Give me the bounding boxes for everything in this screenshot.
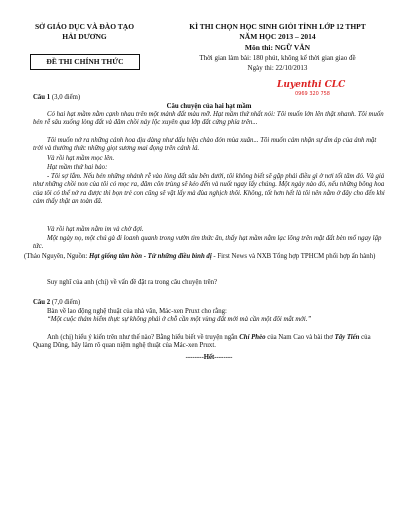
story-paragraph-4: Hạt mầm thứ hai bảo:	[47, 164, 108, 171]
subject-label: Môn thi: NGỮ VĂN	[244, 43, 311, 52]
exam-date: Ngày thi: 22/10/2013	[247, 64, 308, 72]
story-paragraph-5: - Tôi sợ lắm. Nếu bén những nhánh rễ vào lòng đất sâu bên dưới, tôi không biết sẽ gặp phải điều gì ở nơi tối tăm đó. Và giả như những chồi non của tôi có mọc ra, đâm côn trùng sẽ kéo đến và nuốt ngay lấy chúng. Một ngày nào đó, nếu những bông hoa của tôi có thể nở ra được thì bọn trẻ con cũng sẽ vặt lấy mà đùa nghịch thôi. Không, tốt hơn hết là tôi nên nằm ở đây cho đến khi cảm thấy thật an toàn đã.	[33, 173, 385, 206]
task-prefix: Anh (chị) hiểu ý kiến trên như thế nào? Bằng hiểu biết về truyện ngắn	[47, 334, 240, 341]
watermark-phone: 0969 320 758	[295, 91, 330, 97]
end-marker: --------Hết--------	[185, 354, 233, 361]
source-prefix: (Thảo Nguyên, Nguồn:	[24, 253, 89, 260]
story-title: Câu chuyện của hai hạt mầm	[166, 103, 252, 110]
question-2-quote: “Một cuộc thám hiểm thực sự không phải ở chỗ cần một vùng đất mới mà cần một đôi mắt mới.”	[47, 316, 312, 323]
time-allowed: Thời gian làm bài: 180 phút, không kể thời gian giao đề	[199, 54, 356, 62]
question-2-score: (7,0 điểm)	[50, 299, 81, 306]
story-source	[24, 253, 385, 261]
question-2-task	[33, 334, 385, 351]
question-2-heading	[33, 298, 80, 307]
question-2-label: Câu 2	[33, 299, 51, 306]
school-year: NĂM HỌC 2013 – 2014	[239, 32, 316, 41]
department-province: HẢI DƯƠNG	[62, 32, 107, 41]
watermark-name: Luyenthi CLC	[277, 80, 346, 90]
question-2-intro: Bàn về lao động nghệ thuật của nhà văn, Mác-xen Pruxt cho rằng:	[47, 308, 227, 315]
source-suffix: - First News và NXB Tổng hợp TPHCM phối hợp ấn hành)	[211, 253, 376, 260]
department-name: SỞ GIÁO DỤC VÀ ĐÀO TẠO	[34, 22, 135, 31]
question-1-heading	[33, 93, 80, 102]
question-1-score: (3,0 điểm)	[50, 94, 81, 101]
story-paragraph-3: Và rồi hạt mầm mọc lên.	[47, 155, 115, 162]
story-paragraph-6: Và rồi hạt mầm nằm im và chờ đợi.	[47, 226, 144, 233]
exam-title: KÌ THI CHỌN HỌC SINH GIỎI TỈNH LỚP 12 THPT	[189, 22, 366, 31]
task-suffix: của Quang Dũng, hãy làm rõ quan niệm nghệ thuật của Mác-xen Pruxt.	[33, 334, 371, 350]
story-paragraph-1: Có hai hạt mầm nằm cạnh nhau trên một mảnh đất màu mỡ. Hạt mầm thứ nhất nói: Tôi muốn lớn lên thật nhanh. Tôi muốn bén rễ sâu xuống lòng đất và đâm chồi nảy lộc xuyên qua lớp đất cứng phía trên...	[33, 111, 384, 127]
story-paragraph-2: Tôi muốn nở ra những cánh hoa dịu dàng như dấu hiệu chào đón mùa xuân... Tôi muốn cảm nhận sự ấm áp của ánh mặt trời và thưởng thức những giọt sương mai đọng trên cánh lá.	[33, 137, 377, 153]
question-1-label: Câu 1	[33, 94, 51, 101]
story-paragraph-7: Một ngày nọ, một chú gà đi loanh quanh trong vườn tìm thức ăn, thấy hạt mầm nằm lạc lõng trên mặt đất bèn mổ ngay lập tức.	[33, 235, 382, 251]
source-book-title: Hạt giống tâm hồn - Từ những điều bình dị	[88, 253, 212, 260]
task-middle: của Nam Cao và bài thơ	[265, 334, 335, 341]
work-tay-tien: Tây Tiến	[334, 334, 360, 341]
question-1-prompt: Suy nghĩ của anh (chị) về vấn đề đặt ra trong câu chuyện trên?	[47, 279, 218, 286]
official-exam-label: ĐỀ THI CHÍNH THỨC	[46, 57, 124, 66]
work-chi-pheo: Chí Phèo	[239, 334, 266, 341]
